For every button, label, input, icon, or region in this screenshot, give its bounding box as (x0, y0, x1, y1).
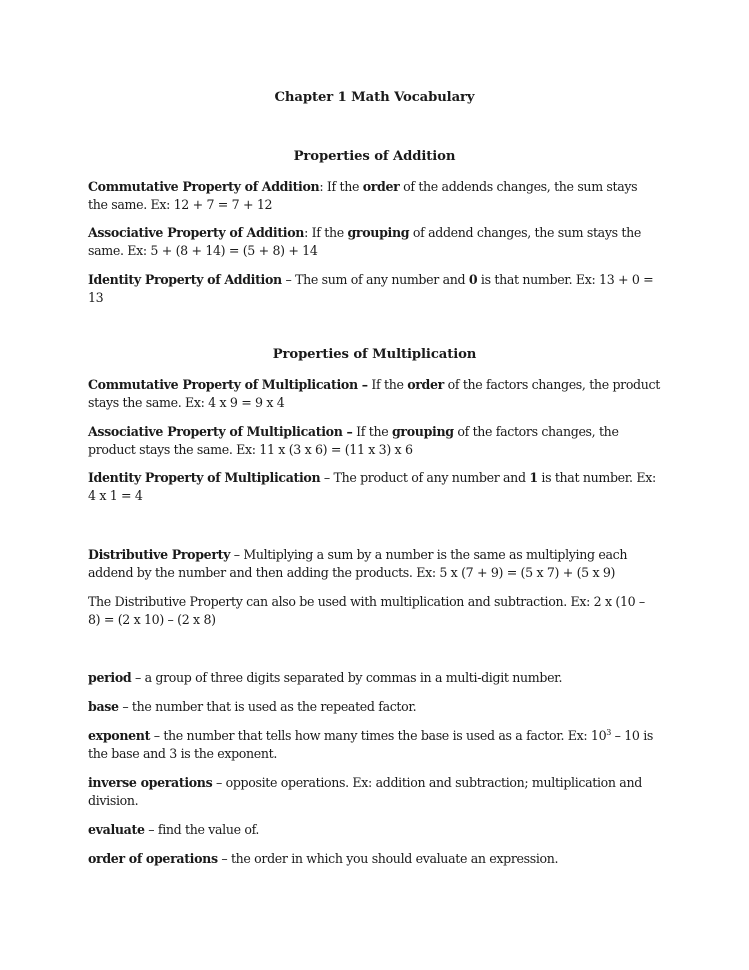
text: is that number. Ex: 13 + 0 = 13 (88, 272, 654, 305)
text: : If the (319, 179, 363, 194)
text: – the number that tells how many times the base is used as a factor. Ex: 10 (150, 728, 607, 743)
distributive-definition (88, 546, 660, 581)
text: of addend changes, the sum stays the same. Ex: 5 + (8 + 14) = (5 + 8) + 14 (88, 225, 641, 258)
commutative-multiplication-definition (88, 376, 660, 411)
text: – a group of three digits separated by commas in a multi-digit number. (131, 670, 563, 685)
term: period (88, 670, 132, 685)
text: – 10 is the base and 3 is the exponent. (88, 728, 654, 761)
period-definition (88, 669, 660, 687)
term: order of operations (88, 851, 218, 866)
exponent-definition (88, 727, 660, 762)
commutative-addition-definition (88, 178, 660, 213)
text: : If the (304, 225, 348, 240)
addition-heading: Properties of Addition (293, 149, 456, 164)
text: is that number. Ex: 4 x 1 = 4 (88, 470, 656, 503)
keyword: order (362, 179, 400, 194)
text: – opposite operations. Ex: addition and subtraction; multiplication and division. (88, 775, 642, 808)
text: – find the value of. (144, 822, 260, 837)
associative-addition-definition (88, 224, 660, 259)
order-of-operations-definition (88, 850, 660, 868)
text: of the factors changes, the product stays the same. Ex: 4 x 9 = 9 x 4 (88, 377, 660, 410)
text: of the factors changes, the product stays the same. Ex: 11 x (3 x 6) = (11 x 3) x 6 (88, 424, 619, 457)
term: evaluate (88, 822, 145, 837)
keyword: order (407, 377, 444, 392)
term: Identity Property of Addition (88, 272, 282, 287)
text: – Multiplying a sum by a number is the same as multiplying each addend by the number and then adding the products. Ex: 5 x (7 + 9) = (5 x 7) + (5 x 9) (88, 547, 628, 580)
multiplication-heading: Properties of Multiplication (272, 347, 477, 362)
keyword: grouping (347, 225, 410, 240)
evaluate-definition (88, 821, 660, 839)
term: exponent (88, 728, 151, 743)
text: If the (352, 424, 392, 439)
term: Commutative Property of Addition (88, 179, 320, 194)
text: – The product of any number and (320, 470, 530, 485)
base-definition (88, 698, 660, 716)
keyword: 0 (468, 272, 478, 287)
text: If the (367, 377, 408, 392)
term: inverse operations (88, 775, 213, 790)
text: – The sum of any number and (281, 272, 469, 287)
inverse-operations-definition (88, 774, 660, 809)
text: of the addends changes, the sum stays the same. Ex: 12 + 7 = 7 + 12 (88, 179, 638, 212)
term: Associative Property of Addition (88, 225, 305, 240)
identity-addition-definition (88, 271, 660, 306)
term: Distributive Property (88, 547, 231, 562)
page-title: Chapter 1 Math Vocabulary (274, 90, 475, 105)
keyword: 1 (529, 470, 538, 485)
term: Commutative Property of Multiplication – (88, 377, 368, 392)
term: base (88, 699, 119, 714)
distributive-note: The Distributive Property can also be used with multiplication and subtraction. Ex: 2 x (10 – 8) = (2 x 10) – (2 x 8) (88, 594, 645, 627)
text: – the number that is used as the repeated factor. (118, 699, 417, 714)
text: – the order in which you should evaluate an expression. (217, 851, 559, 866)
identity-multiplication-definition (88, 469, 660, 504)
keyword: grouping (391, 424, 454, 439)
term: Associative Property of Multiplication – (88, 424, 353, 439)
term: Identity Property of Multiplication (88, 470, 321, 485)
superscript: 3 (606, 727, 612, 737)
associative-multiplication-definition (88, 423, 660, 458)
